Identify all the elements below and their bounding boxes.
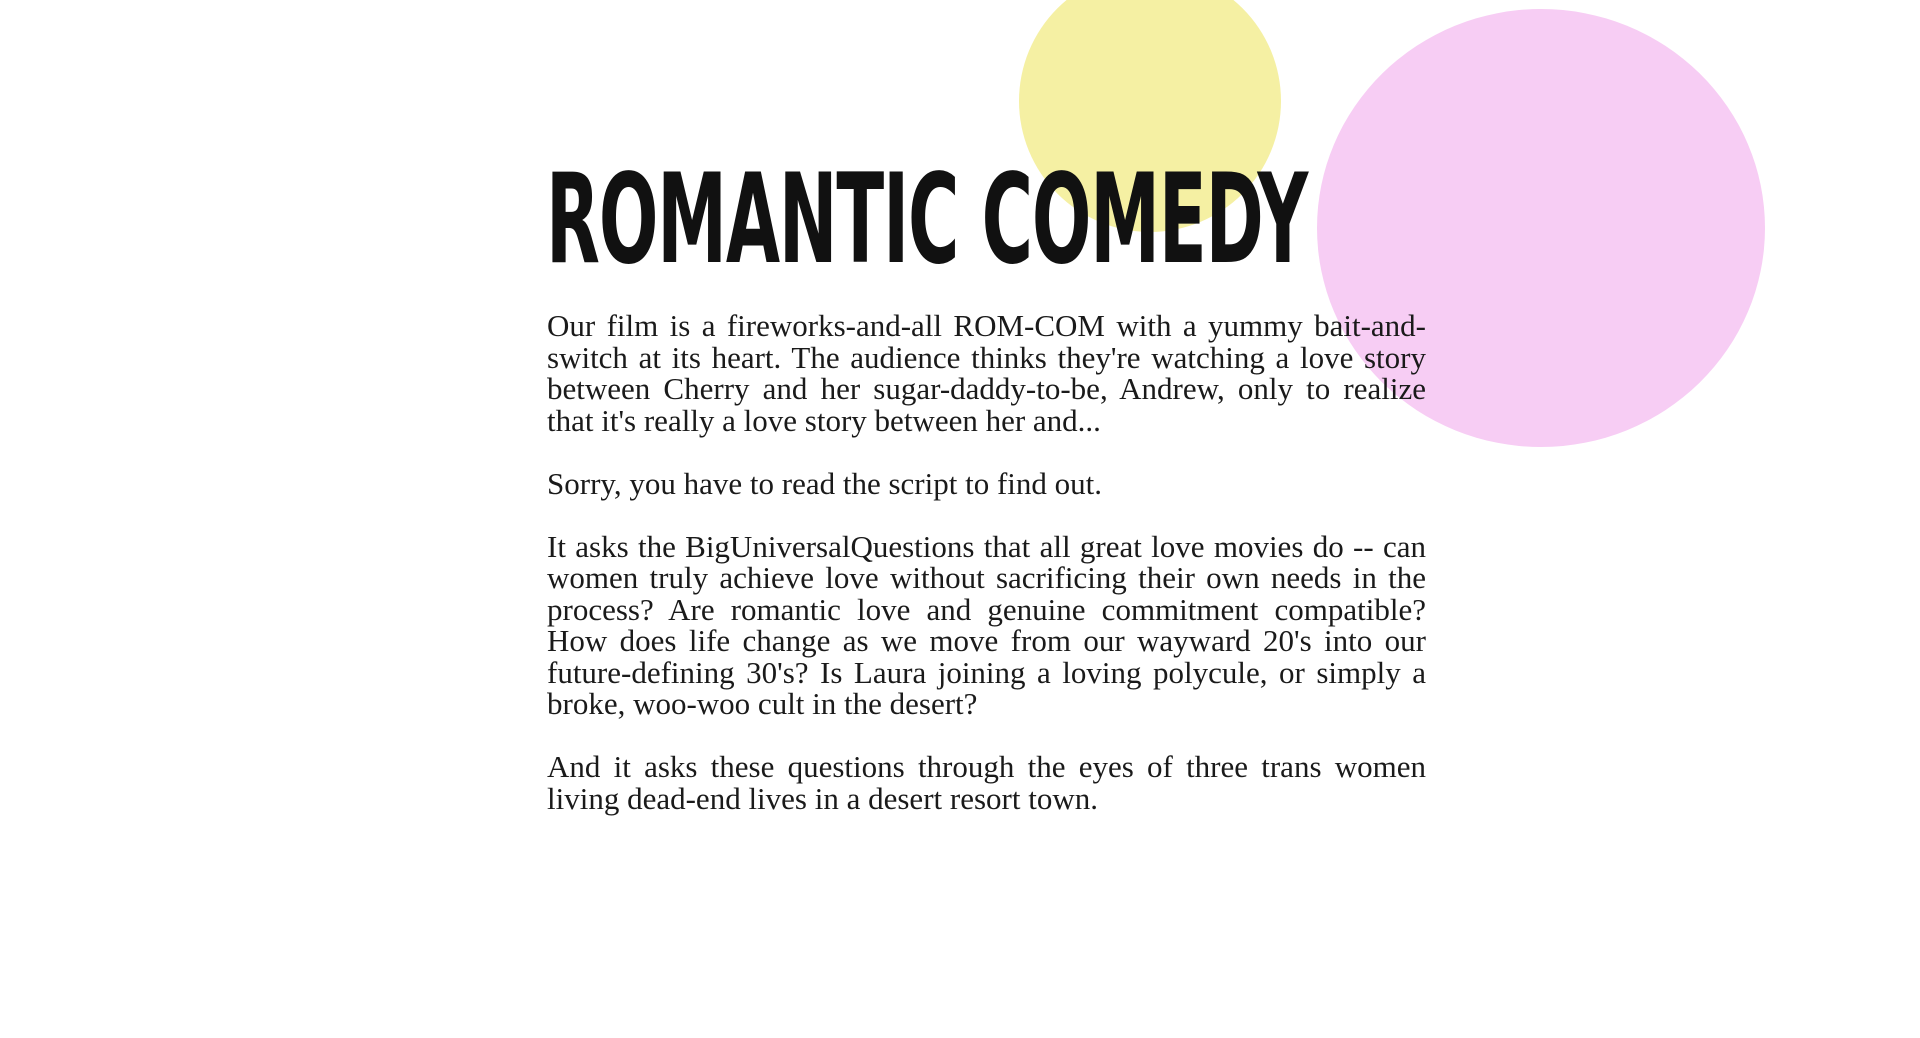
- paragraph-characters: And it asks these questions through the eyes of three trans women living dead-end lives in a desert resort town.: [547, 749, 1426, 816]
- paragraph-premise: Our film is a fireworks-and-all ROM-COM with a yummy bait-and-switch at its heart. The audience thinks they're watching a love story between Cherry and her sugar-daddy-to-be, Andrew, only to realize that it's really a love story between her and...: [547, 308, 1426, 438]
- paragraph-teaser: Sorry, you have to read the script to find out.: [547, 465, 1103, 501]
- body-text: [547, 310, 1426, 846]
- paragraph-questions: It asks the BigUniversalQuestions that all great love movies do -- can women truly achieve love without sacrificing their own needs in the process? Are romantic love and genuine commitment compatible? How does life change as we move from our wayward 20's into our future-defining 30's? Is Laura joining a loving polycule, or simply a broke, woo-woo cult in the desert?: [547, 528, 1426, 721]
- page-title: ROMANTIC COMEDY: [546, 148, 1308, 292]
